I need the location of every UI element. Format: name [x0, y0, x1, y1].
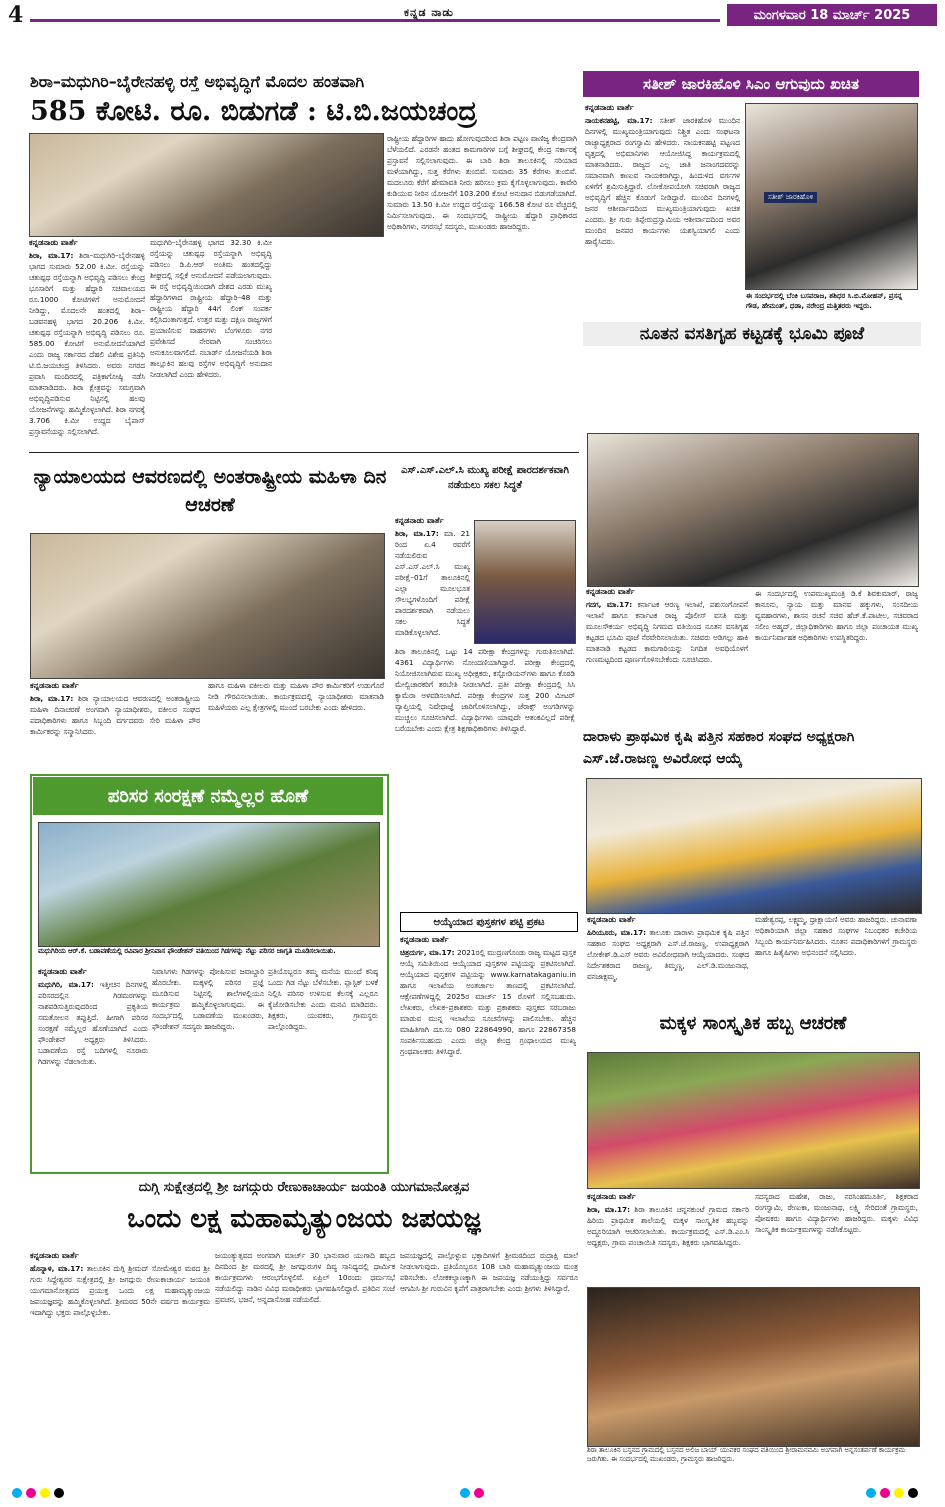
registration-mark-black [54, 1488, 64, 1498]
jagadguru-col2-text: ಜಯಂತ್ಯುತ್ಸವದ ಅಂಗವಾಗಿ ಮಾರ್ಚ್ 30 ಭಾನುವಾರ ಯುಗಾದಿ ಹಬ್ಬದ ದಿನದಿಂದ ಶ್ರೀ ಮಠದಲ್ಲಿ ಶ್ರೀ ಜಗದ್ಗುರುಗಳ ದಿವ್ಯ ಸಾನಿಧ್ಯದಲ್ಲಿ ಧಾರ್ಮಿಕ ಕಾರ್ಯಕ್ರಮಗಳು ಆರಂಭಗೊಳ್ಳಲಿವೆ. ಏಪ್ರಿಲ್ 10ರಂದು ಧರ್ಮಸಭೆ ನಡೆಯಲಿದ್ದು ನಾಡಿನ ವಿವಿಧ ಮಠಾಧೀಶರು ಭಾಗವಹಿಸಲಿದ್ದಾರೆ. ಪ್ರತಿದಿನ ಸಂಜೆ ಪ್ರವಚನ, ಭಜನೆ, ಅನ್ನದಾಸೋಹ ನಡೆಯಲಿದೆ. [215, 1251, 395, 1304]
environment-column-1 [38, 966, 148, 1164]
jagadguru-dateline: ಹೊನ್ನಾಳಿ, ಮಾ.17: [30, 1264, 84, 1273]
coop-dateline: ಹಿರಿಯೂರು, ಮಾ.17: [587, 928, 647, 937]
jagadguru-headline: ಒಂದು ಲಕ್ಷ ಮಹಾಮೃತ್ಯುಂಜಯ ಜಪಯಜ್ಞ [127, 1204, 481, 1234]
coop-byline: ಕನ್ನಡನಾಡು ವಾರ್ತೆ [587, 915, 636, 924]
hostel-byline: ಕನ್ನಡನಾಡು ವಾರ್ತೆ [586, 587, 635, 596]
court-col2-text: ಹಾಗೂ ಮಹಿಳಾ ವಕೀಲರು ಮತ್ತು ಮಹಿಳಾ ಪೌರ ಕಾರ್ಮಿಕರಿಗೆ ಉಡುಗೊರೆ ನೀಡಿ ಗೌರವಿಸಲಾಯಿತು. ಕಾರ್ಯಕ್ರಮದಲ್ಲಿ ನ್ಯಾಯಾಧೀಶರು ಮಾತನಾಡಿ ಮಹಿಳೆಯರು ಎಲ್ಲ ಕ್ಷೇತ್ರಗಳಲ್ಲಿ ಮುಂದೆ ಬರಬೇಕು ಎಂದು ಹೇಳಿದರು. [208, 681, 384, 712]
lead-kicker: ಶಿರಾ–ಮಧುಗಿರಿ–ಬೈರೇನಹಳ್ಳಿ ರಸ್ತೆ ಅಭಿವೃದ್ಧಿಗೆ ಮೊದಲ ಹಂತವಾಗಿ [30, 72, 365, 91]
lead-col1-text: ಶಿರಾ–ಮಧುಗಿರಿ–ಬೈರೇನಹಳ್ಳಿ ಭಾಗದ ಸುಮಾರು 52.00 ಕಿ.ಮೀ. ರಸ್ತೆಯನ್ನು ಚತುಷ್ಪಥ ರಸ್ತೆಯನ್ನಾಗಿ ಅಭಿವೃದ್ಧಿ ಪಡಿಸಲು ಕೇಂದ್ರ ಭೂಸಾರಿಗೆ ಮತ್ತು ಹೆದ್ದಾರಿ ಸಚಿವಾಲಯದ ರೂ.1000 ಕೋಟಿಗಳಿಗೆ ಅನುಮೋದನೆ ನೀಡಿದ್ದು, ಮೊದಲನೇ ಹಂತದಲ್ಲಿ ಶಿರಾ–ಬಡವನಹಳ್ಳಿ ಭಾಗದ 20.206 ಕಿ.ಮೀ. ಚತುಷ್ಪಥ ರಸ್ತೆಯನ್ನಾಗಿ ಅಭಿವೃದ್ಧಿ ಪಡಿಸಲು ರೂ. 585.00 ಕೋಟಿಗೆ ಅನುಮೋದನೆಯಾಗಿದೆ ಎಂದು ರಾಜ್ಯ ಸರ್ಕಾರದ ದೆಹಲಿ ವಿಶೇಷ ಪ್ರತಿನಿಧಿ ಟಿ.ಬಿ.ಜಯಚಂದ್ರ ತಿಳಿಸಿದರು. ಅವರು ನಗರದ ಪ್ರವಾಸಿ ಮಂದಿರದಲ್ಲಿ ಪತ್ರಿಕಾಗೋಷ್ಠಿ ನಡೆಸಿ ಮಾತನಾಡಿದರು. ಶಿರಾ ಕ್ಷೇತ್ರವನ್ನು ಸಮಗ್ರವಾಗಿ ಅಭಿವೃದ್ಧಿಪಡಿಸುವ ನಿಟ್ಟಿನಲ್ಲಿ ಹಲವು ಯೋಜನೆಗಳನ್ನು ಹಮ್ಮಿಕೊಳ್ಳಲಾಗಿದೆ. ಶಿರಾ ನಗರಕ್ಕೆ 3.706 ಕಿ.ಮೀ ಉದ್ದದ ಬೈಪಾಸ್ ಪ್ರಸ್ತಾವನೆಯನ್ನು ಸಲ್ಲಿಸಲಾಗಿದೆ. [29, 251, 145, 436]
masthead: ಕನ್ನಡ ನಾಡು [404, 6, 454, 19]
jagadguru-column-1 [30, 1250, 210, 1470]
lead-col3-text: ರಾಷ್ಟ್ರೀಯ ಹೆದ್ದಾರಿಗಳ ಹಾದು ಹೋಗುವುದರಿಂದ ಶಿರಾ ಪಟ್ಟಣ ವಾಣಿಜ್ಯ ಕೇಂದ್ರವಾಗಿ ಬೆಳೆಯಲಿದೆ. ಎರಡನೇ ಹಂತದ ಕಾಮಗಾರಿಗಳ ಬಗ್ಗೆ ಶೀಘ್ರದಲ್ಲಿ ಕೇಂದ್ರ ಸರ್ಕಾರಕ್ಕೆ ಪ್ರಸ್ತಾವನೆ ಸಲ್ಲಿಸಲಾಗುವುದು. ಈ ಬಾರಿ ಶಿರಾ ತಾಲೂಕಿನಲ್ಲಿ ಸರಿಯಾದ ಮಳೆಯಾಗಿದ್ದು, ಸುತ್ತ ಕೆರೆಗಳು ತುಂಬಿವೆ. ಸುಮಾರು 35 ಕೆರೆಗಳು ತುಂಬಿವೆ. ಮದಲೂರು ಕೆರೆಗೆ ಹೇಮಾವತಿ ನೀರು ಹರಿಸಲು ಕ್ರಮ ಕೈಗೊಳ್ಳಲಾಗುವುದು. ಕಾವೇರಿ ಕುಡಿಯುವ ನೀರಿನ ಯೋಜನೆಗೆ 103.200 ಕೋಟಿ ಅನುದಾನ ಬಿಡುಗಡೆಯಾಗಿದೆ. ಸುಮಾರು 13.50 ಕಿ.ಮೀ ಉದ್ದದ ರಸ್ತೆಯನ್ನು 166.58 ಕೋಟಿ ರೂ ವೆಚ್ಚದಲ್ಲಿ ನಿರ್ಮಿಸಲಾಗುವುದು. ಈ ಸಂದರ್ಭದಲ್ಲಿ ರಾಷ್ಟ್ರೀಯ ಹೆದ್ದಾರಿ ಪ್ರಾಧಿಕಾರದ ಅಧಿಕಾರಿಗಳು, ನಗರಸಭೆ ಸದಸ್ಯರು, ಮುಖಂಡರು ಹಾಜರಿದ್ದರು. [387, 134, 577, 231]
kids-column-1 [587, 1191, 749, 1276]
court-headline: ನ್ಯಾಯಾಲಯದ ಆವರಣದಲ್ಲಿ ಅಂತರಾಷ್ಟ್ರೀಯ ಮಹಿಳಾ ದಿನ ಆಚರಣೆ [33, 466, 387, 516]
coop-column-1 [587, 914, 749, 1000]
coop-headline: ದಾರಾಳು ಪ್ರಾಥಮಿಕ ಕೃಷಿ ಪತ್ತಿನ ಸಹಕಾರ ಸಂಘದ ಅಧ್ಯಕ್ಷರಾಗಿ ಎಸ್.ಜೆ.ರಾಜಣ್ಣ ಅವಿರೋಧ ಆಯ್ಕೆ [583, 729, 855, 767]
lead-column-1 [29, 237, 145, 449]
sslc-headline: ಎಸ್.ಎಸ್.ಎಲ್.ಸಿ ಮುಖ್ಯ ಪರೀಕ್ಷೆ ಪಾರದರ್ಶಕವಾಗಿ ನಡೆಯಲು ಸಕಲ ಸಿದ್ಧತೆ [401, 465, 569, 491]
coop-photo [586, 778, 922, 914]
lead-column-2 [150, 237, 272, 449]
registration-mark-magenta [474, 1488, 484, 1498]
hostel-col2-text: ಈ ಸಂದರ್ಭದಲ್ಲಿ ಉಪಮುಖ್ಯಮಂತ್ರಿ ಡಿ.ಕೆ ಶಿವಕುಮಾರ್, ರಾಜ್ಯ ಕಾನೂನು, ನ್ಯಾಯ ಮತ್ತು ಮಾನವ ಹಕ್ಕುಗಳು, ಸಂಸದೀಯ ವ್ಯವಹಾರಗಳು, ಶಾಸನ ರಚನೆ ಸಚಿವ ಹೆಚ್.ಕೆ.ಪಾಟೀಲ, ಸಚಿವರಾದ ಸಲೀಂ ಅಹ್ಮದ್, ಜಿಲ್ಲಾಧಿಕಾರಿಗಳು ಹಾಗೂ ಜಿಲ್ಲಾ ಪಂಚಾಯತ ಮುಖ್ಯ ಕಾರ್ಯನಿರ್ವಾಹಕ ಅಧಿಕಾರಿಗಳು ಉಪಸ್ಥಿತರಿದ್ದರು. [755, 589, 918, 642]
divider [29, 452, 579, 453]
books-text: 2021ರಲ್ಲಿ ಮುದ್ರಣಗೊಂಡು ರಾಜ್ಯ ಮಟ್ಟದ ಪುಸ್ತಕ ಆಯ್ಕೆ ಸಮಿತಿಯಿಂದ ಆಯ್ಕೆಯಾದ ಪುಸ್ತಕಗಳ ಪಟ್ಟಿಯನ್ನು ಪ್ರಕಟಿಸಲಾಗಿದೆ. ಆಯ್ಕೆಯಾದ ಪುಸ್ತಕಗಳ ಪಟ್ಟಿಯನ್ನು www.karnatakaganiu.in ಹಾಗೂ ಇಲಾಖೆಯ ಅಂತರ್ಜಾಲ ತಾಣದಲ್ಲಿ ಪ್ರಕಟಿಸಲಾಗಿದೆ. ಆಕ್ಷೇಪಣೆಗಳಿದ್ದಲ್ಲಿ 2025ರ ಮಾರ್ಚ್ 15 ರೊಳಗೆ ಸಲ್ಲಿಸಬಹುದು. ಲೇಖಕರು, ಲೇಖಕ–ಪ್ರಕಾಶಕರು ಮತ್ತು ಪ್ರಕಾಶಕರು ಪುಸ್ತಕದ ಸರಬರಾಜು ಮಾಡುವ ಮುನ್ನ ಇಲಾಖೆಯ ಸೂಚನೆಗಳನ್ನು ಪಾಲಿಸಬೇಕು. ಹೆಚ್ಚಿನ ಮಾಹಿತಿಗಾಗಿ ದೂ.ಸಂ 080 22864990, ಹಾಗೂ 22867358 ಸಂಪರ್ಕಿಸಬಹುದು ಎಂದು ಜಿಲ್ಲಾ ಕೇಂದ್ರ ಗ್ರಂಥಾಲಯದ ಮುಖ್ಯ ಗ್ರಂಥಪಾಲಕರು ತಿಳಿಸಿದ್ದಾರೆ. [400, 948, 576, 1056]
court-byline: ಕನ್ನಡನಾಡು ವಾರ್ತೆ [30, 681, 79, 690]
coop-col2-text: ಮಹೇಶ್ವರಪ್ಪ, ಲಕ್ಷ್ಮಮ್ಮ, ಧ್ರಾಕ್ಷಾಯಣಿ ಅವರು ಹಾಜರಿದ್ದರು. ಚುನಾವಣಾ ಅಧಿಕಾರಿಯಾಗಿ ಜಿಲ್ಲಾ ಸಹಕಾರ ಸಂಘಗಳ ನಿಬಂಧಕರ ಕಚೇರಿಯ ಸಿಬ್ಬಂದಿ ಕಾರ್ಯನಿರ್ವಹಿಸಿದರು. ನೂತನ ಪದಾಧಿಕಾರಿಗಳಿಗೆ ಗ್ರಾಮಸ್ಥರು ಹಾಗೂ ಹಿತೈಷಿಗಳು ಅಭಿನಂದನೆ ಸಲ್ಲಿಸಿದರು. [755, 915, 917, 957]
environment-col1-text: ಇತ್ತೀಚಿನ ದಿನಗಳಲ್ಲಿ ಪರಿಸರದಲ್ಲಿನ ಗಿಡಮರಗಳನ್ನು ನಾಶಪಡಿಸುತ್ತಿರುವುದರಿಂದ ಪ್ರಕೃತಿಯ ಸಮತೋಲನ ತಪ್ಪುತ್ತಿದೆ. ಹೀಗಾಗಿ ಪರಿಸರ ಸಂರಕ್ಷಣೆ ನಮ್ಮೆಲ್ಲರ ಹೊಣೆಯಾಗಿದೆ ಎಂದು ಫೌಂಡೇಶನ್ ಅಧ್ಯಕ್ಷರು ತಿಳಿಸಿದರು. ಬಡಾವಣೆಯ ರಸ್ತೆ ಬದಿಗಳಲ್ಲಿ ನೂರಾರು ಗಿಡಗಳನ್ನು ನೆಡಲಾಯಿತು. [38, 980, 148, 1066]
kids-photo [587, 1052, 920, 1189]
hostel-dateline: ಗದಗ, ಮಾ.17: [586, 600, 633, 609]
lead-headline: 585 ಕೋಟಿ. ರೂ. ಬಿಡುಗಡೆ : ಟಿ.ಬಿ.ಜಯಚಂದ್ರ [30, 96, 477, 127]
satish-headline: ಸತೀಶ್ ಜಾರಕಿಹೊಳಿ ಸಿಎಂ ಆಗುವುದು ಖಚಿತ [583, 71, 919, 97]
jagadguru-kicker: ದುಗ್ಗಿ ಸುಕ್ಷೇತ್ರದಲ್ಲಿ ಶ್ರೀ ಜಗದ್ಗುರು ರೇಣುಕಾಚಾರ್ಯ ಜಯಂತಿ ಯುಗಮಾನೋತ್ಸವ [138, 1180, 470, 1195]
court-column-2 [208, 680, 384, 762]
hostel-column-1 [586, 586, 748, 708]
registration-mark-yellow [894, 1488, 904, 1498]
jagadguru-byline: ಕನ್ನಡನಾಡು ವಾರ್ತೆ [30, 1251, 79, 1260]
temple-caption: ಶಿರಾ ತಾಲೂಕಿನ ಬಸ್ತನದ ಗ್ರಾಮದಲ್ಲಿ ಬಸ್ತನದ ಅಲಿಜ ಬಾಯ್ ಯುವಕರ ಸಂಘದ ವತಿಯಿಂದ ಶ್ರೀರಾಮನವಮಿ ಅಂಗವಾಗಿ ಅನ್ನಸಂತರ್ಪಣೆ ಕಾರ್ಯಕ್ರಮ ಜರುಗಿತು. ಈ ಸಂದರ್ಭದಲ್ಲಿ ಮುಖಂಡರು, ಗ್ರಾಮಸ್ಥರು ಹಾಜರಿದ್ದರು. [587, 1446, 905, 1463]
environment-col3-text: ಪ್ರತಿಯೊಬ್ಬರೂ ತಮ್ಮ ಮನೆಯ ಮುಂದೆ ಕನಿಷ್ಠ ಒಂದು ಗಿಡ ನೆಟ್ಟು ಬೆಳೆಸಬೇಕು. ಪ್ಲಾಸ್ಟಿಕ್ ಬಳಕೆ ನಿಲ್ಲಿಸಿ ಪರಿಸರ ಉಳಿಸುವ ಕೆಲಸಕ್ಕೆ ಎಲ್ಲರೂ ಕೈಜೋಡಿಸಬೇಕು ಎಂದು ಮನವಿ ಮಾಡಿದರು. ಶಿಕ್ಷಕರು, ಯುವಕರು, ಗ್ರಾಮಸ್ಥರು ಪಾಲ್ಗೊಂಡಿದ್ದರು. [268, 967, 378, 1031]
kids-col2-text: ಸದಸ್ಯರಾದ ಮಹೇಶ, ರಾಜು, ನರಸಿಂಹಮೂರ್ತಿ, ಶಿಕ್ಷಕರಾದ ರಂಗಸ್ವಾಮಿ, ರೇಣುಕಾ, ಮಂಜುನಾಥ, ಲಕ್ಷ್ಮಿ ಸೇರಿದಂತೆ ಗ್ರಾಮಸ್ಥರು, ಪೋಷಕರು ಹಾಗೂ ವಿದ್ಯಾರ್ಥಿಗಳು ಹಾಜರಿದ್ದರು. ಮಕ್ಕಳು ವಿವಿಧ ಸಾಂಸ್ಕೃತಿಕ ಕಾರ್ಯಕ್ರಮಗಳನ್ನು ನಡೆಸಿಕೊಟ್ಟರು. [755, 1192, 918, 1234]
registration-mark-black [908, 1488, 918, 1498]
hostel-column-2 [755, 588, 918, 710]
satish-dateline: ನಾಯಕನಹಟ್ಟಿ, ಮಾ.17: [585, 116, 653, 125]
sslc-intro [395, 515, 470, 643]
registration-mark-cyan [866, 1488, 876, 1498]
registration-mark-cyan [460, 1488, 470, 1498]
sslc-body [395, 646, 575, 906]
books-byline: ಕನ್ನಡನಾಡು ವಾರ್ತೆ [400, 935, 449, 944]
environment-column-2 [152, 966, 264, 1164]
lead-photo [29, 133, 384, 237]
lead-col2-text: ಮಧುಗಿರಿ–ಬೈರೇನಹಳ್ಳಿ ಭಾಗದ 32.30 ಕಿ.ಮೀ ರಸ್ತೆಯನ್ನು ಚತುಷ್ಪಥ ರಸ್ತೆಯನ್ನಾಗಿ ಅಭಿವೃದ್ಧಿ ಪಡಿಸಲು ಡಿ.ಪಿ.ಆರ್ ಅಂತಿಮ ಹಂತದಲ್ಲಿದ್ದು ಶೀಘ್ರದಲ್ಲಿ ಸಲ್ಲಿಕೆ ಅನುಮೋದನೆ ಪಡೆಯಲಾಗುವುದು. ಈ ರಸ್ತೆ ಅಭಿವೃದ್ಧಿಯಿಂದಾಗಿ ದೇಶದ ಎರಡು ಮುಖ್ಯ ಹೆದ್ದಾರಿಗಳಾದ ರಾಷ್ಟ್ರೀಯ ಹೆದ್ದಾರಿ–48 ಮತ್ತು ರಾಷ್ಟ್ರೀಯ ಹೆದ್ದಾರಿ 44ಗೆ ಲಿಂಕ್ ಸಂಪರ್ಕ ಕಲ್ಪಿಸಿದಂತಾಗುತ್ತದೆ. ಉತ್ತರ ಮತ್ತು ದಕ್ಷಿಣ ರಾಜ್ಯಗಳಿಗೆ ಪ್ರಯಾಣಿಸುವ ವಾಹನಗಳು ಬೆಂಗಳೂರು ನಗರ ಪ್ರವೇಶಿಸದೆ ನೇರವಾಗಿ ಸಂಚರಿಸಲು ಅನುಕೂಲವಾಗಲಿದೆ. ನಬಾರ್ಡ್ ಯೋಜನೆಯಡಿ ಶಿರಾ ತಾಲ್ಲೂಕಿನ ಹಲವು ರಸ್ತೆಗಳ ಅಭಿವೃದ್ಧಿಗೆ ಅನುದಾನ ನೀಡಲಾಗಿದೆ ಎಂದು ಹೇಳಿದರು. [150, 238, 272, 379]
lead-dateline: ಶಿರಾ, ಮಾ.17: [29, 251, 74, 260]
books-dateline: ಚಿತ್ರದುರ್ಗ, ಮಾ.17: [400, 948, 455, 957]
books-headline: ಆಯ್ಕೆಯಾದ ಪುಸ್ತಕಗಳ ಪಟ್ಟಿ ಪ್ರಕಟ [400, 912, 578, 932]
sslc-byline: ಕನ್ನಡನಾಡು ವಾರ್ತೆ [395, 516, 444, 525]
coop-col1-text: ತಾಲೂಕು ದಾರಾಳು ಪ್ರಾಥಮಿಕ ಕೃಷಿ ಪತ್ತಿನ ಸಹಕಾರ ಸಂಘದ ಅಧ್ಯಕ್ಷರಾಗಿ ಎಸ್.ಜೆ.ರಾಜಣ್ಣ, ಉಪಾಧ್ಯಕ್ಷರಾಗಿ ಲೋಕೇಶ್.ಡಿ.ಎಸ್ ಅವರು ಅವಿರೋಧವಾಗಿ ಆಯ್ಕೆಯಾದರು. ಸಂಘದ ನಿರ್ದೇಶಕರಾದ ರಾಜಣ್ಣ, ತಿಮ್ಮಣ್ಣ, ಎಲ್.ಡಿ.ಮಂಜುನಾಥ, ವನಜಾಕ್ಷಮ್ಮ, [587, 928, 749, 981]
kids-headline: ಮಕ್ಕಳ ಸಾಂಸ್ಕೃತಿಕ ಹಬ್ಬ ಆಚರಣೆ [659, 1013, 847, 1034]
court-column-1 [30, 680, 200, 762]
lead-column-3 [387, 133, 577, 451]
sslc-body-text: ಶಿರಾ ತಾಲೂಕಿನಲ್ಲಿ ಒಟ್ಟು 14 ಪರೀಕ್ಷಾ ಕೇಂದ್ರಗಳನ್ನು ಗುರುತಿಸಲಾಗಿದೆ. 4361 ವಿದ್ಯಾರ್ಥಿಗಳು ನೋಂದಣಿಯಾಗಿದ್ದಾರೆ. ಪರೀಕ್ಷಾ ಕೇಂದ್ರದಲ್ಲಿ ನಿಯೋಜಿಸಲಾಗಿರುವ ಮುಖ್ಯ ಅಧೀಕ್ಷಕರು, ಕಸ್ಟೋಡಿಯನ್‌ಗಳು ಹಾಗೂ ಕೊಠಡಿ ಮೇಲ್ವಿಚಾರಕರಿಗೆ ತರಬೇತಿ ನೀಡಲಾಗಿದೆ. ಪ್ರತೀ ಪರೀಕ್ಷಾ ಕೇಂದ್ರದಲ್ಲಿ ಸಿಸಿ ಕ್ಯಾಮೆರಾ ಅಳವಡಿಸಲಾಗಿದೆ. ಪರೀಕ್ಷಾ ಕೇಂದ್ರಗಳ ಸುತ್ತ 200 ಮೀಟರ್ ವ್ಯಾಪ್ತಿಯಲ್ಲಿ ನಿಷೇಧಾಜ್ಞೆ ಜಾರಿಗೊಳಿಸಲಾಗಿದ್ದು, ಜೆರಾಕ್ಸ್ ಅಂಗಡಿಗಳನ್ನು ಮುಚ್ಚಲು ಸೂಚಿಸಲಾಗಿದೆ. ವಿದ್ಯಾರ್ಥಿಗಳು ಯಾವುದೇ ಆತಂಕವಿಲ್ಲದೆ ಪರೀಕ್ಷೆ ಬರೆಯಬೇಕು ಎಂದು ಕ್ಷೇತ್ರ ಶಿಕ್ಷಣಾಧಿಕಾರಿಗಳು ತಿಳಿಸಿದ್ದಾರೆ. [395, 647, 575, 733]
hostel-headline: ನೂತನ ವಸತಿಗೃಹ ಕಟ್ಟಡಕ್ಕೆ ಭೂಮಿ ಪೂಜೆ [583, 322, 921, 346]
satish-text: ಸತೀಶ್ ಜಾರಕಿಹೊಳಿ ಮುಂದಿನ ದಿನಗಳಲ್ಲಿ ಮುಖ್ಯಮಂತ್ರಿಯಾಗುವುದು ನಿಶ್ಚಿತ ಎಂದು ಸಂಘಟನಾ ರಾಜ್ಯಾಧ್ಯಕ್ಷರಾದ ರಂಗಸ್ವಾಮಿ ಹೇಳಿದರು. ನಾಯಕನಹಟ್ಟಿ ಪಟ್ಟಣದ ವೃತ್ತದಲ್ಲಿ ಅಭಿಮಾನಿಗಳು ಆಯೋಜಿಸಿದ್ದ ಕಾರ್ಯಕ್ರಮದಲ್ಲಿ ಮಾತನಾಡಿದರು. ರಾಜ್ಯದ ಎಲ್ಲ ಜಾತಿ ಜನಾಂಗದವರನ್ನು ಸಮಾನವಾಗಿ ಕಾಣುವ ನಾಯಕರಾಗಿದ್ದು, ಹಿಂದುಳಿದ ವರ್ಗಗಳ ಏಳಿಗೆಗೆ ಶ್ರಮಿಸುತ್ತಿದ್ದಾರೆ. ಲೋಕೋಪಯೋಗಿ ಸಚಿವರಾಗಿ ರಾಜ್ಯದ ಅಭಿವೃದ್ಧಿಗೆ ಹೆಚ್ಚಿನ ಕೊಡುಗೆ ನೀಡಿದ್ದಾರೆ. ಮುಂದಿನ ದಿನಗಳಲ್ಲಿ ಜನರ ಆಶೀರ್ವಾದದಿಂದ ಮುಖ್ಯಮಂತ್ರಿಯಾಗುವುದು ಖಚಿತ ಎಂದರು. ಶ್ರೀ ಗುರು ತಿಪ್ಪೇರುದ್ರಸ್ವಾಮಿಯ ಆಶೀರ್ವಾದದಿಂದ ಅವರ ಮುಂದಿನ ಜನಪರ ಕಾರ್ಯಗಳು ಯಶಸ್ವಿಯಾಗಲಿ ಎಂದು ಹಾರೈಸಿದರು. [585, 116, 740, 246]
kids-column-2 [755, 1191, 918, 1276]
environment-col2-text: ನಿವಾಸಿಗಳು ಗಿಡಗಳನ್ನು ಪೋಷಿಸುವ ಜವಾಬ್ದಾರಿ ಹೊರಬೇಕು. ಮಕ್ಕಳಲ್ಲಿ ಪರಿಸರ ಪ್ರಜ್ಞೆ ಮೂಡಿಸುವ ನಿಟ್ಟಿನಲ್ಲಿ ಶಾಲೆಗಳಲ್ಲಿಯೂ ಕಾರ್ಯಕ್ರಮ ಹಮ್ಮಿಕೊಳ್ಳಲಾಗುವುದು. ಈ ಸಂದರ್ಭದಲ್ಲಿ ಬಡಾವಣೆಯ ಮುಖಂಡರು, ಫೌಂಡೇಶನ್ ಸದಸ್ಯರು ಹಾಜರಿದ್ದರು. [152, 967, 264, 1031]
banner-text: ಸತೀಶ್ ಜಾರಕಿಹೊಳಿ [764, 192, 817, 203]
lead-byline: ಕನ್ನಡನಾಡು ವಾರ್ತೆ [29, 238, 78, 247]
masthead-rule [30, 19, 720, 22]
books-body [400, 934, 576, 1170]
jagadguru-column-2 [215, 1250, 395, 1470]
satish-byline: ಕನ್ನಡನಾಡು ವಾರ್ತೆ [585, 103, 634, 112]
environment-byline: ಕನ್ನಡನಾಡು ವಾರ್ತೆ [38, 967, 87, 976]
court-photo [30, 533, 385, 679]
environment-photo [38, 822, 380, 947]
date-bar: ಮಂಗಳವಾರ 18 ಮಾರ್ಚ್ 2025 [727, 4, 937, 26]
registration-mark-yellow [40, 1488, 50, 1498]
page-number: 4 [8, 2, 24, 28]
kids-dateline: ಶಿರಾ, ಮಾ.17: [587, 1205, 631, 1214]
coop-column-2 [755, 914, 917, 1000]
environment-column-3 [268, 966, 378, 1164]
satish-caption: ಈ ಸಂದರ್ಭದಲ್ಲಿ ಬೆಂಕಿ ಬಸವರಾಜ, ಶಶಿಧರ ಸಿ.ಬಿ.ಮೋಹನ್, ಪ್ರಸನ್ನ ಗೌಡ, ಹೇಮಂತ್, ಧಡಾ, ನರೇಂದ್ರ ಮತ್ತಿತರರು ಇದ್ದರು. [746, 292, 903, 310]
registration-mark-magenta [26, 1488, 36, 1498]
temple-photo [587, 1287, 920, 1447]
jagadguru-column-3 [400, 1250, 578, 1470]
sslc-dateline: ಶಿರಾ, ಮಾ.17: [395, 529, 439, 538]
satish-body [585, 102, 740, 292]
hostel-col1-text: ಕರ್ನಾಟಕ ಆರಣ್ಯ ಇಲಾಖೆ, ಪಶುಸಂಗೋಪನೆ ಇಲಾಖೆ ಹಾಗೂ ಕರ್ನಾಟಕ ರಾಜ್ಯ ಪೊಲೀಸ್ ವಸತಿ ಮತ್ತು ಮೂಲಸೌಕರ್ಯ ಅಭಿವೃದ್ಧಿ ನಿಗಮದ ವತಿಯಿಂದ ನೂತನ ವಸತಿಗೃಹ ಕಟ್ಟಡದ ಭೂಮಿ ಪೂಜೆ ನೆರವೇರಿಸಲಾಯಿತು. ಸಚಿವರು ಅಡಿಗಲ್ಲು ಹಾಕಿ ಮಾತನಾಡಿ ಕಟ್ಟಡದ ಕಾಮಗಾರಿಯನ್ನು ನಿಗದಿತ ಅವಧಿಯೊಳಗೆ ಗುಣಮಟ್ಟದಿಂದ ಪೂರ್ಣಗೊಳಿಸಬೇಕೆಂದು ಸೂಚಿಸಿದರು. [586, 600, 748, 664]
environment-dateline: ಮಧುಗಿರಿ, ಮಾ.17: [38, 980, 94, 989]
court-dateline: ಶಿರಾ, ಮಾ.17: [30, 694, 74, 703]
jagadguru-col3-text: ಜಪಯಜ್ಞದಲ್ಲಿ ಪಾಲ್ಗೊಳ್ಳುವ ಭಕ್ತಾದಿಗಳಿಗೆ ಶ್ರೀಮಠದಿಂದ ರುದ್ರಾಕ್ಷಿ ಮಾಲೆ ನೀಡಲಾಗುವುದು. ಪ್ರತಿಯೊಬ್ಬರೂ 108 ಬಾರಿ ಮಹಾಮೃತ್ಯುಂಜಯ ಮಂತ್ರ ಪಠಿಸಬೇಕು. ಲೋಕಕಲ್ಯಾಣಕ್ಕಾಗಿ ಈ ಜಪಯಜ್ಞ ನಡೆಯುತ್ತಿದ್ದು ಸರ್ವರೂ ಆಗಮಿಸಿ ಶ್ರೀ ಗುರುವಿನ ಕೃಪೆಗೆ ಪಾತ್ರರಾಗಬೇಕು ಎಂದು ಶ್ರೀಗಳು ತಿಳಿಸಿದ್ದಾರೆ. [400, 1251, 578, 1293]
registration-mark-magenta [880, 1488, 890, 1498]
environment-caption: ಮಧುಗಿರಿಯ ಆರ್.ಕೆ. ಬಡಾವಣೆಯಲ್ಲಿ ರವಿವಾರ ಶ್ರೀನಿವಾಸ ಫೌಂಡೇಶನ್ ವತಿಯಿಂದ ಗಿಡಗಳನ್ನು ನೆಟ್ಟು ಪರಿಸರ ಜಾಗೃತಿ ಮೂಡಿಸಲಾಯಿತು. [38, 947, 336, 955]
hostel-photo [587, 433, 919, 587]
environment-headline: ಪರಿಸರ ಸಂರಕ್ಷಣೆ ನಮ್ಮೆಲ್ಲರ ಹೊಣೆ [33, 777, 383, 815]
kids-col1-text: ಶಿರಾ ತಾಲೂಕಿನ ಚನ್ನನಕುಂಟೆ ಗ್ರಾಮದ ಸರ್ಕಾರಿ ಹಿರಿಯ ಪ್ರಾಥಮಿಕ ಶಾಲೆಯಲ್ಲಿ ಮಕ್ಕಳ ಸಾಂಸ್ಕೃತಿಕ ಹಬ್ಬವನ್ನು ಅದ್ದೂರಿಯಾಗಿ ಆಚರಿಸಲಾಯಿತು. ಕಾರ್ಯಕ್ರಮದಲ್ಲಿ ಎಸ್.ಡಿ.ಎಂ.ಸಿ ಅಧ್ಯಕ್ಷರು, ಗ್ರಾಮ ಪಂಚಾಯಿತಿ ಸದಸ್ಯರು, ಶಿಕ್ಷಕರು ಭಾಗವಹಿಸಿದ್ದರು. [587, 1205, 749, 1247]
court-col1-text: ಶಿರಾ ನ್ಯಾಯಾಲಯದ ಆವರಣದಲ್ಲಿ ಅಂತರಾಷ್ಟ್ರೀಯ ಮಹಿಳಾ ದಿನಾಚರಣೆ ಅಂಗವಾಗಿ ನ್ಯಾಯಾಧೀಶರು, ವಕೀಲರ ಸಂಘದ ಪದಾಧಿಕಾರಿಗಳು ಹಾಗೂ ಸಿಬ್ಬಂದಿ ವರ್ಗದವರು ಸೇರಿ ಮಹಿಳಾ ಪೌರ ಕಾರ್ಮಿಕರನ್ನು ಸನ್ಮಾನಿಸಿದರು. [30, 694, 200, 736]
satish-photo [745, 103, 918, 290]
kids-byline: ಕನ್ನಡನಾಡು ವಾರ್ತೆ [587, 1192, 636, 1201]
sslc-intro-text: ಮಾ. 21 ರಿಂದ ಏ.4 ರವರೆಗೆ ನಡೆಯಲಿರುವ ಎಸ್.ಎಸ್.ಎಲ್.ಸಿ ಮುಖ್ಯ ಪರೀಕ್ಷೆ–01ಗೆ ತಾಲೂಕಿನಲ್ಲಿ ಎಲ್ಲಾ ಮೂಲಭೂತ ಸೌಲಭ್ಯಗಳೊಂದಿಗೆ ಪರೀಕ್ಷೆ ಪಾರದರ್ಶಕವಾಗಿ ನಡೆಯಲು ಸಕಲ ಸಿದ್ಧತೆ ಮಾಡಿಕೊಳ್ಳಲಾಗಿದೆ. [395, 529, 470, 637]
registration-mark-cyan [12, 1488, 22, 1498]
jagadguru-col1-text: ತಾಲೂಕಿನ ದುಗ್ಗಿ ಶ್ರೀಮದ್ ಸೋಮೇಶ್ವರ ಮಠದ ಶ್ರೀ ಗುರು ಸಿದ್ದೇಶ್ವರರ ಸುಕ್ಷೇತ್ರದಲ್ಲಿ ಶ್ರೀ ಜಗದ್ಗುರು ರೇಣುಕಾಚಾರ್ಯ ಜಯಂತಿ ಯುಗಮಾನೋತ್ಸವದ ಪ್ರಯುಕ್ತ ಒಂದು ಲಕ್ಷ ಮಹಾಮೃತ್ಯುಂಜಯ ಜಪಯಜ್ಞವನ್ನು ಹಮ್ಮಿಕೊಳ್ಳಲಾಗಿದೆ. ಶ್ರೀಮಠದ 50ನೇ ವರ್ಷದ ಕಾರ್ಯಕ್ರಮ ಇದಾಗಿದ್ದು ಭಕ್ತರು ಪಾಲ್ಗೊಳ್ಳಬೇಕು. [30, 1264, 210, 1317]
sslc-officer-photo [474, 520, 576, 644]
